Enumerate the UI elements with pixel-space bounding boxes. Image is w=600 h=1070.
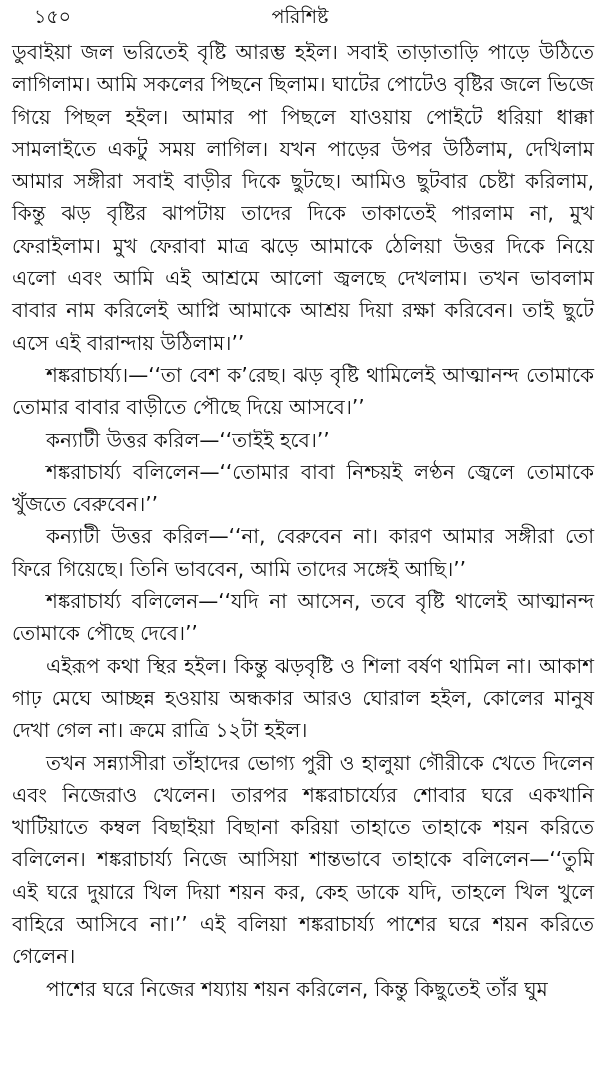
paragraph-6: শঙ্করাচার্য্য বলিলেন—‘‘যদি না আসেন, তবে বৃষ্টি থালেই আত্মানন্দ তোমাকে পৌছে দেবে।’’: [12, 589, 594, 646]
paragraph-2: শঙ্করাচার্য্য।—‘‘তা বেশ ক’রেছ। ঝড় বৃষ্টি থামিলেই আত্মানন্দ তোমাকে তোমার বাবার বাড়ীতে পৌছে দিয়ে আসবে।’’: [12, 362, 594, 420]
paragraph-9: পাশের ঘরে নিজের শয্যায় শয়ন করিলেন, কিন্তু কিছুতেই তাঁর ঘুম: [46, 976, 548, 1001]
body-text: [12, 36, 594, 1005]
paragraph-4: শঙ্করাচার্য্য বলিলেন—‘‘তোমার বাবা নিশ্চয়ই লণ্ঠন জ্বেলে তোমাকে খুঁজতে বেরুবেন।’’: [12, 459, 594, 517]
running-title: পরিশিষ্ট: [271, 6, 329, 28]
paragraph-8: তখন সন্ন্যাসীরা তাঁহাদের ভোগ্য পুরী ও হালুয়া গৌরীকে খেতে দিলেন এবং নিজেরাও খেলেন। তারপর শঙ্করাচার্য্যের শোবার ঘরে একখানি খাটিয়াতে কম্বল বিছাইয়া বিছানা করিয়া তাহাতে তাহাকে শয়ন করিতে বলিলেন। শঙ্করাচার্য্য নিজে আসিয়া শান্তভাবে তাহাকে বলিলেন—‘‘তুমি এই ঘরে দুয়ারে খিল দিয়া শয়ন কর, কেহ ডাকে যদি, তাহলে খিল খুলে বাহিরে আসিবে না।’’ এই বলিয়া শঙ্করাচার্য্য পাশের ঘরে শয়ন করিতে গেলেন।: [12, 750, 594, 969]
paragraph-5: কন্যাটী উত্তর করিল—‘‘না, বেরুবেন না। কারণ আমার সঙ্গীরা তো ফিরে গিয়েছে। তিনি ভাববেন, আমি তাদের সঙ্গেই আছি।’’: [12, 524, 594, 581]
paragraph-1: ডুবাইয়া জল ভরিতেই বৃষ্টি আরম্ভ হইল। সবাই তাড়াতাড়ি পাড়ে উঠিতে লাগিলাম। আমি সকলের পিছনে ছিলাম। ঘাটের পোটেও বৃষ্টির জলে ভিজে গিয়ে পিছল হইল। আমার পা পিছলে যাওয়ায় পোইটে ধরিয়া ধাক্কা সামলাইতে একটু সময় লাগিল। যখন পাড়ের উপর উঠিলাম, দেখিলাম আমার সঙ্গীরা সবাই বাড়ীর দিকে ছুটছে। আমিও ছুটবার চেষ্টা করিলাম, কিন্তু ঝড় বৃষ্টির ঝাপটায় তাদের দিকে তাকাতেই পারলাম না, মুখ ফেরাইলাম। মুখ ফেরাবা মাত্র ঝড়ে আমাকে ঠেলিয়া উত্তর দিকে নিয়ে এলো এবং আমি এই আশ্রমে আলো জ্বলছে দেখলাম। তখন ভাবলাম বাবার নাম করিলেই আপ্নি আমাকে আশ্রয় দিয়া রক্ষা করিবেন। তাই ছুটে এসে এই বারান্দায় উঠিলাম।’’: [12, 40, 594, 355]
paragraph-3: কন্যাটী উত্তর করিল—‘‘তাইই হবে।’’: [46, 427, 330, 452]
paragraph-7: এইরূপ কথা স্থির হইল। কিন্তু ঝড়বৃষ্টি ও শিলা বর্ষণ থামিল না। আকাশ গাঢ় মেঘে আচ্ছন্ন হওয়ায় অন্ধকার আরও ঘোরাল হইল, কোলের মানুষ দেখা গেল না। ক্রমে রাত্রি ১২টা হইল।: [12, 653, 594, 743]
running-head: [0, 4, 600, 30]
page-number: ১৫০: [34, 6, 72, 28]
